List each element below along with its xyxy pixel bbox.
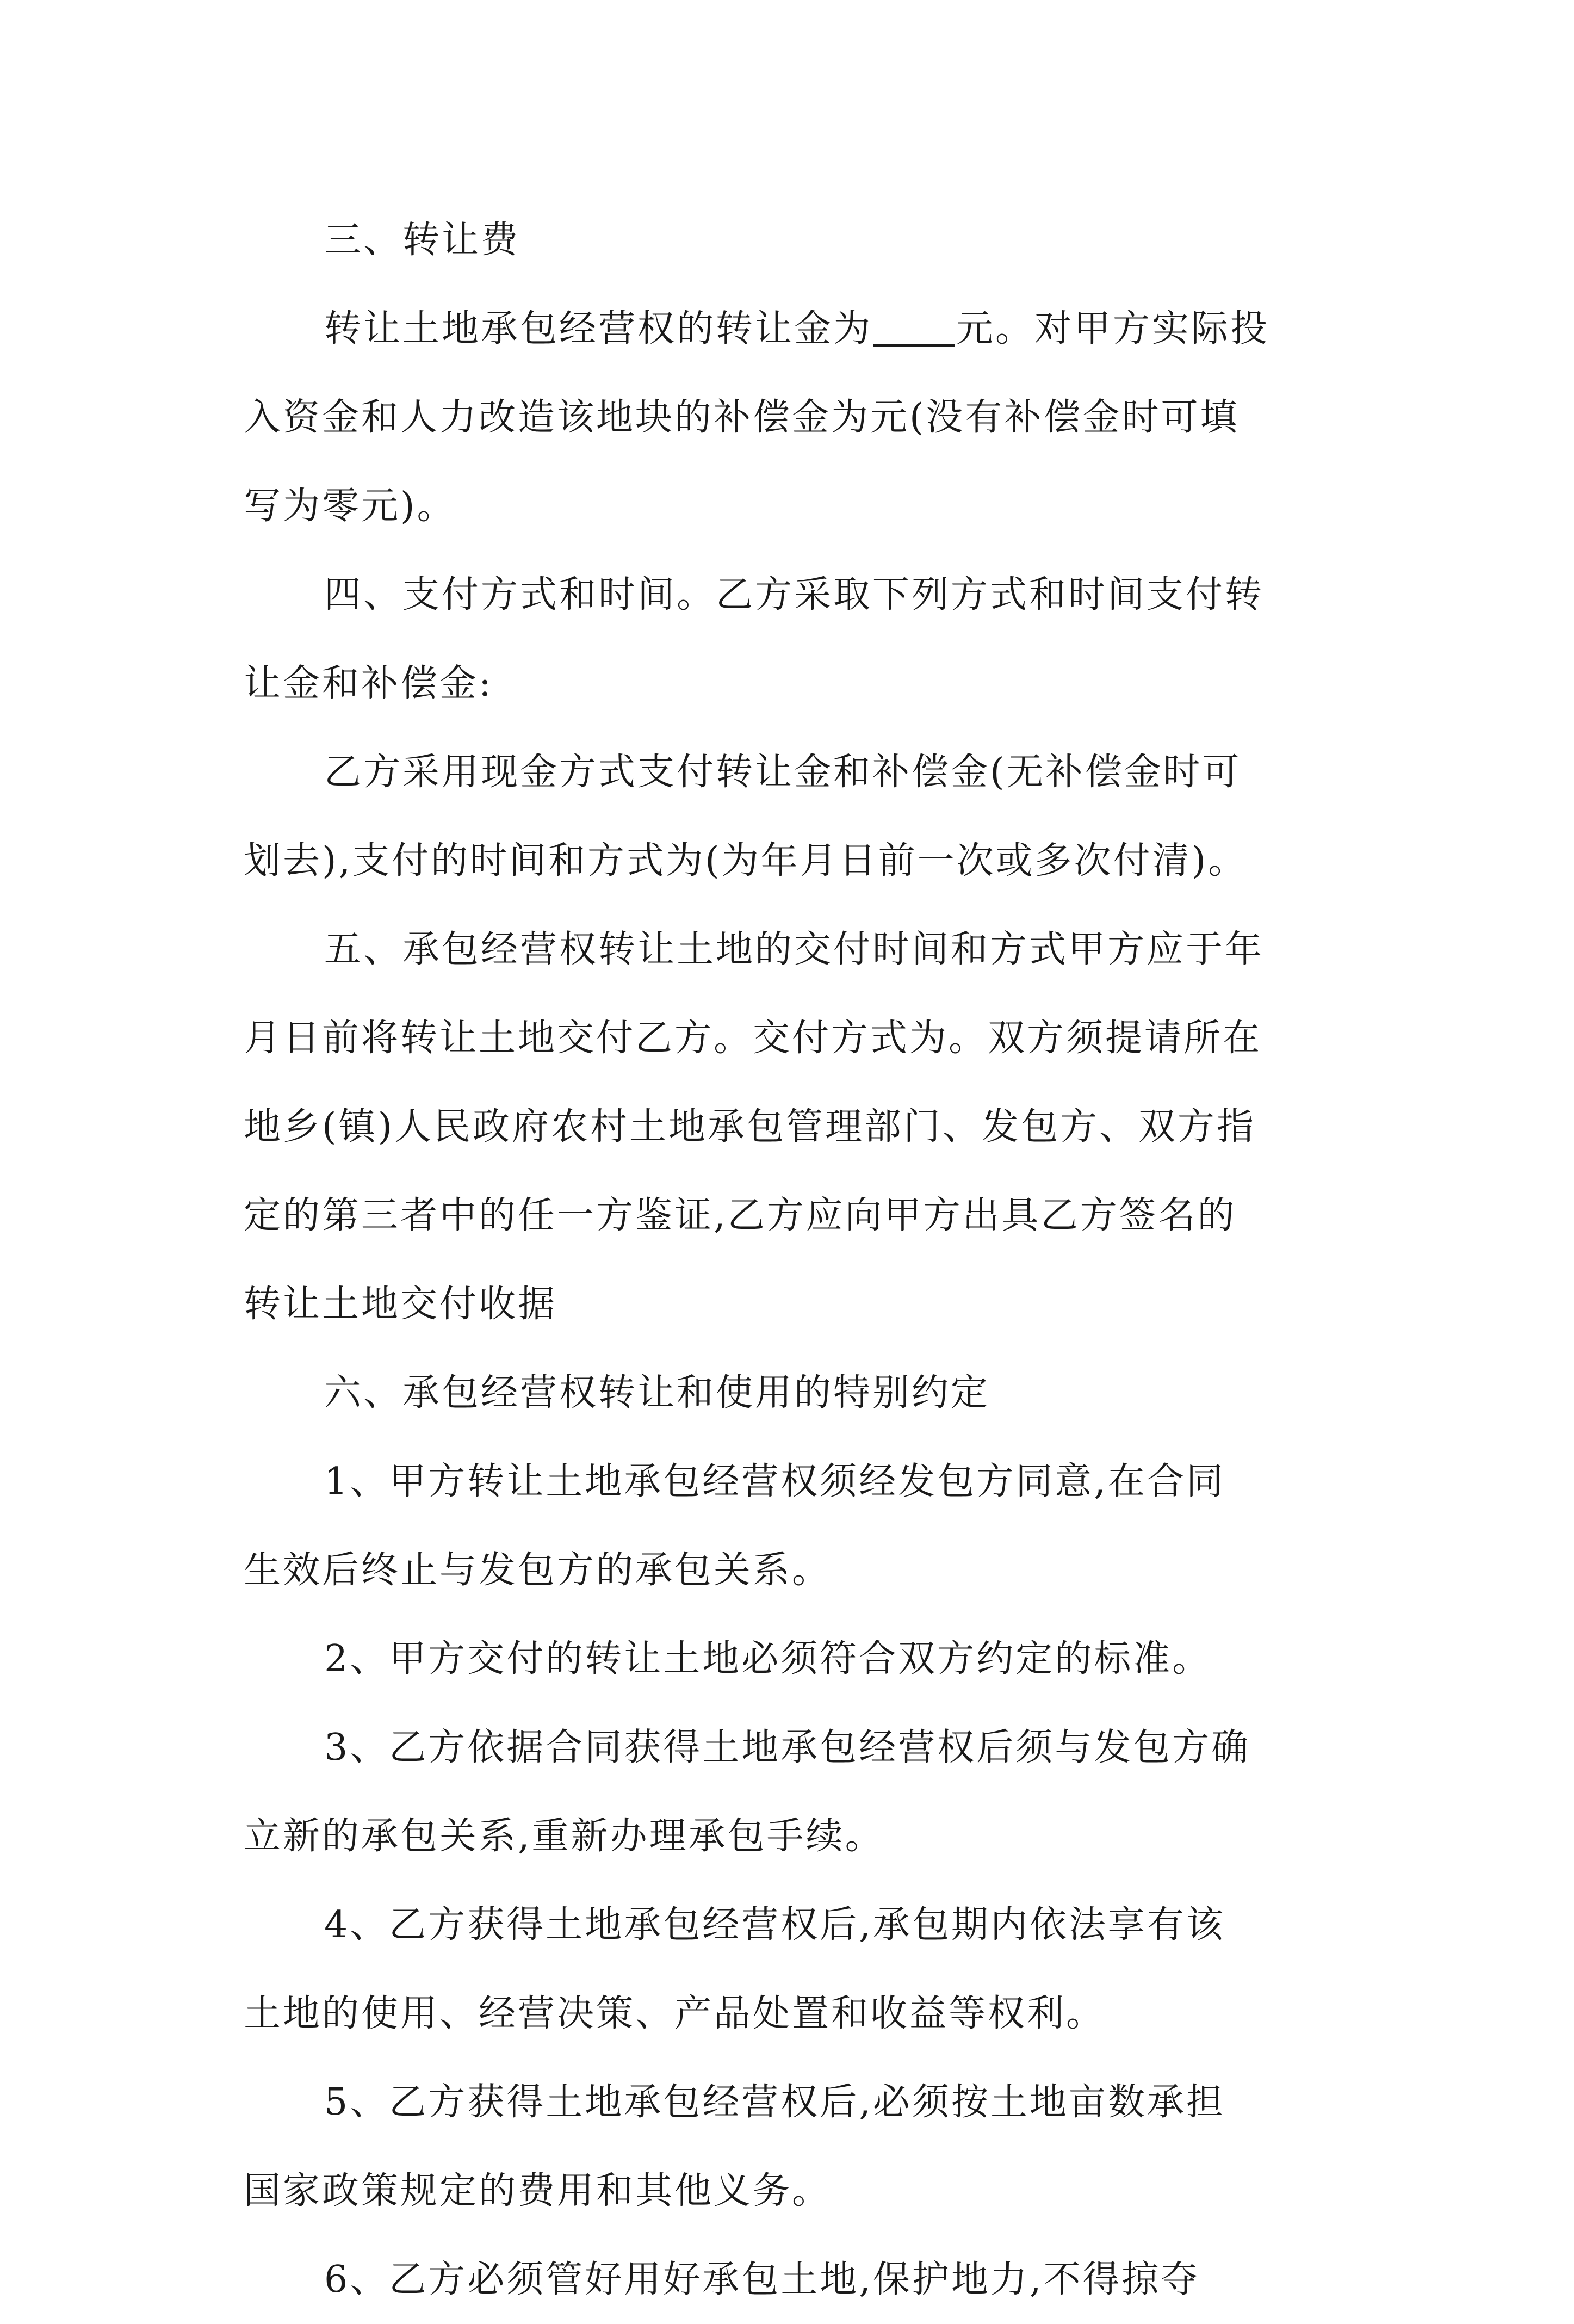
section-6-heading <box>244 1349 1337 1437</box>
section-3-heading <box>244 196 1337 285</box>
text-line: 5、乙方获得土地承包经营权后,必须按土地亩数承担 <box>324 2081 1225 2124</box>
clause-2-paragraph <box>244 1615 1337 1703</box>
text-line: 定的第三者中的任一方鉴证,乙方应向甲方出具乙方签名的 <box>244 1194 1237 1237</box>
text-line: 四、支付方式和时间。乙方采取下列方式和时间支付转 <box>324 573 1265 616</box>
text-line: 让金和补偿金: <box>244 662 493 705</box>
clause-4-paragraph <box>244 1881 1337 2058</box>
text-segment: 元。对甲方实际投 <box>956 307 1270 350</box>
text-line: 立新的承包关系,重新办理承包手续。 <box>244 1815 884 1858</box>
text-line: 三、转让费 <box>324 219 520 262</box>
text-line: 2、甲方交付的转让土地必须符合双方约定的标准。 <box>324 1637 1212 1680</box>
text-line: 月日前将转让土地交付乙方。交付方式为。双方须提请所在 <box>244 1017 1262 1060</box>
text-line: 生效后终止与发包方的承包关系。 <box>244 1549 832 1592</box>
text-line: 乙方采用现金方式支付转让金和补偿金(无补偿金时可 <box>324 751 1242 794</box>
clause-6-paragraph <box>244 2235 1337 2324</box>
document-body <box>244 196 1337 2324</box>
text-line: 五、承包经营权转让土地的交付时间和方式甲方应于年 <box>324 928 1265 971</box>
text-line: 国家政策规定的费用和其他义务。 <box>244 2170 832 2212</box>
text-line: 六、承包经营权转让和使用的特别约定 <box>324 1371 990 1414</box>
section-4-paragraph <box>244 551 1337 728</box>
text-line: 4、乙方获得土地承包经营权后,承包期内依法享有该 <box>324 1903 1225 1946</box>
text-line: 转让土地交付收据 <box>244 1283 557 1326</box>
clause-5-paragraph <box>244 2058 1337 2235</box>
text-line <box>244 285 1337 373</box>
text-line: 土地的使用、经营决策、产品处置和收益等权利。 <box>244 1992 1106 2035</box>
text-line: 写为零元)。 <box>244 485 456 528</box>
clause-3-paragraph <box>244 1703 1337 1881</box>
clause-1-paragraph <box>244 1437 1337 1615</box>
text-segment: 转让土地承包经营权的转让金为 <box>324 307 873 350</box>
text-line: 地乡(镇)人民政府农村土地承包管理部门、发包方、双方指 <box>244 1105 1256 1148</box>
transfer-fee-paragraph <box>244 285 1337 551</box>
text-line: 3、乙方依据合同获得土地承包经营权后须与发包方确 <box>324 1726 1251 1769</box>
amount-blank-underline <box>873 344 955 347</box>
text-line: 1、甲方转让土地承包经营权须经发包方同意,在合同 <box>324 1460 1225 1503</box>
payment-method-paragraph <box>244 728 1337 905</box>
text-line: 入资金和人力改造该地块的补偿金为元(没有补偿金时可填 <box>244 396 1240 439</box>
section-5-paragraph <box>244 905 1337 1349</box>
text-line: 6、乙方必须管好用好承包土地,保护地力,不得掠夺 <box>324 2258 1200 2301</box>
text-line: 划去),支付的时间和方式为(为年月日前一次或多次付清)。 <box>244 839 1248 882</box>
